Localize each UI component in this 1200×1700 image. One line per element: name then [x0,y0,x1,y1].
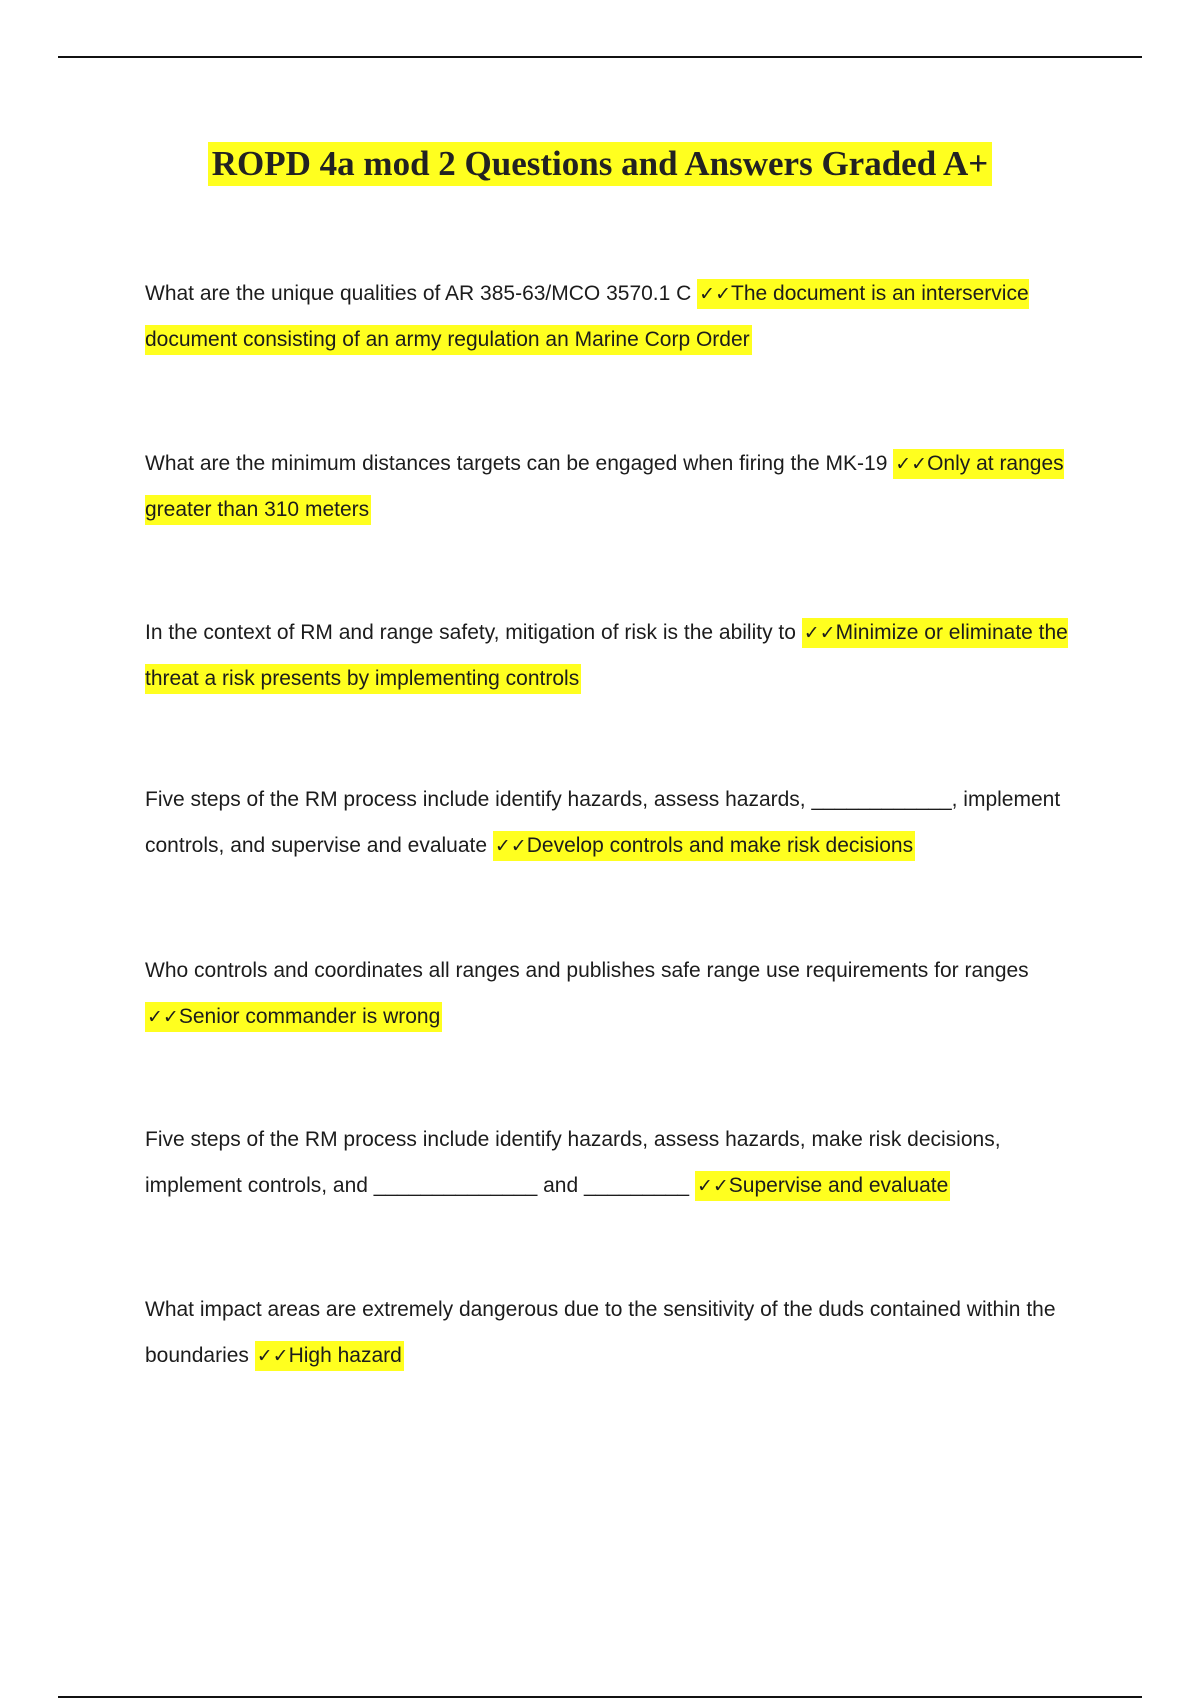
answer-text [255,1341,404,1371]
check-mark-icon: ✓✓ [803,622,836,644]
answer-text [145,1002,442,1032]
bottom-rule [58,1696,1142,1698]
question-text: What are the minimum distances targets can be engaged when firing the MK-19 [145,452,894,475]
qa-item-6 [145,1117,1095,1209]
question-text: Five steps of the RM process include identify hazards, assess hazards, ____________, implement controls, and supervise and evaluate [145,788,1061,857]
question-text: What impact areas are extremely dangerous due to the sensitivity of the duds contained within the boundaries [145,1298,1056,1367]
qa-item-5 [145,948,1095,1040]
check-mark-icon: ✓✓ [147,1006,179,1028]
question-text: Five steps of the RM process include identify hazards, assess hazards, make risk decisions, implement controls, and ______________ and _________ [145,1128,1001,1197]
answer-label: Develop controls and make risk decisions [526,834,914,857]
check-mark-icon: ✓✓ [895,453,928,475]
check-mark-icon: ✓✓ [256,1345,289,1367]
qa-item-7 [145,1287,1095,1379]
answer-label: High hazard [288,1344,402,1367]
check-mark-icon: ✓✓ [696,1175,729,1197]
document-title: ROPD 4a mod 2 Questions and Answers Graded A+ [208,142,992,186]
answer-text [695,1171,950,1201]
qa-item-2 [145,441,1095,533]
answer-label: Senior commander is wrong [178,1005,441,1028]
qa-item-4 [145,777,1095,869]
title-wrap [0,142,1200,186]
question-text: In the context of RM and range safety, mitigation of risk is the ability to [145,621,802,644]
answer-label: The document is an interservice document consisting of an army regulation an Marine Corp Order [145,282,1029,351]
answer-label: Only at ranges greater than 310 meters [145,452,1064,521]
check-mark-icon: ✓✓ [494,835,527,857]
answer-label: Minimize or eliminate the threat a risk presents by implementing controls [145,621,1068,690]
qa-item-1 [145,271,1095,363]
answer-text [493,831,915,861]
top-rule [58,56,1142,58]
qa-item-3 [145,610,1095,702]
check-mark-icon: ✓✓ [699,283,731,305]
answer-label: Supervise and evaluate [728,1174,949,1197]
question-text: What are the unique qualities of AR 385-63/MCO 3570.1 C [145,282,698,305]
question-text: Who controls and coordinates all ranges and publishes safe range use requirements for ranges [145,959,1029,982]
